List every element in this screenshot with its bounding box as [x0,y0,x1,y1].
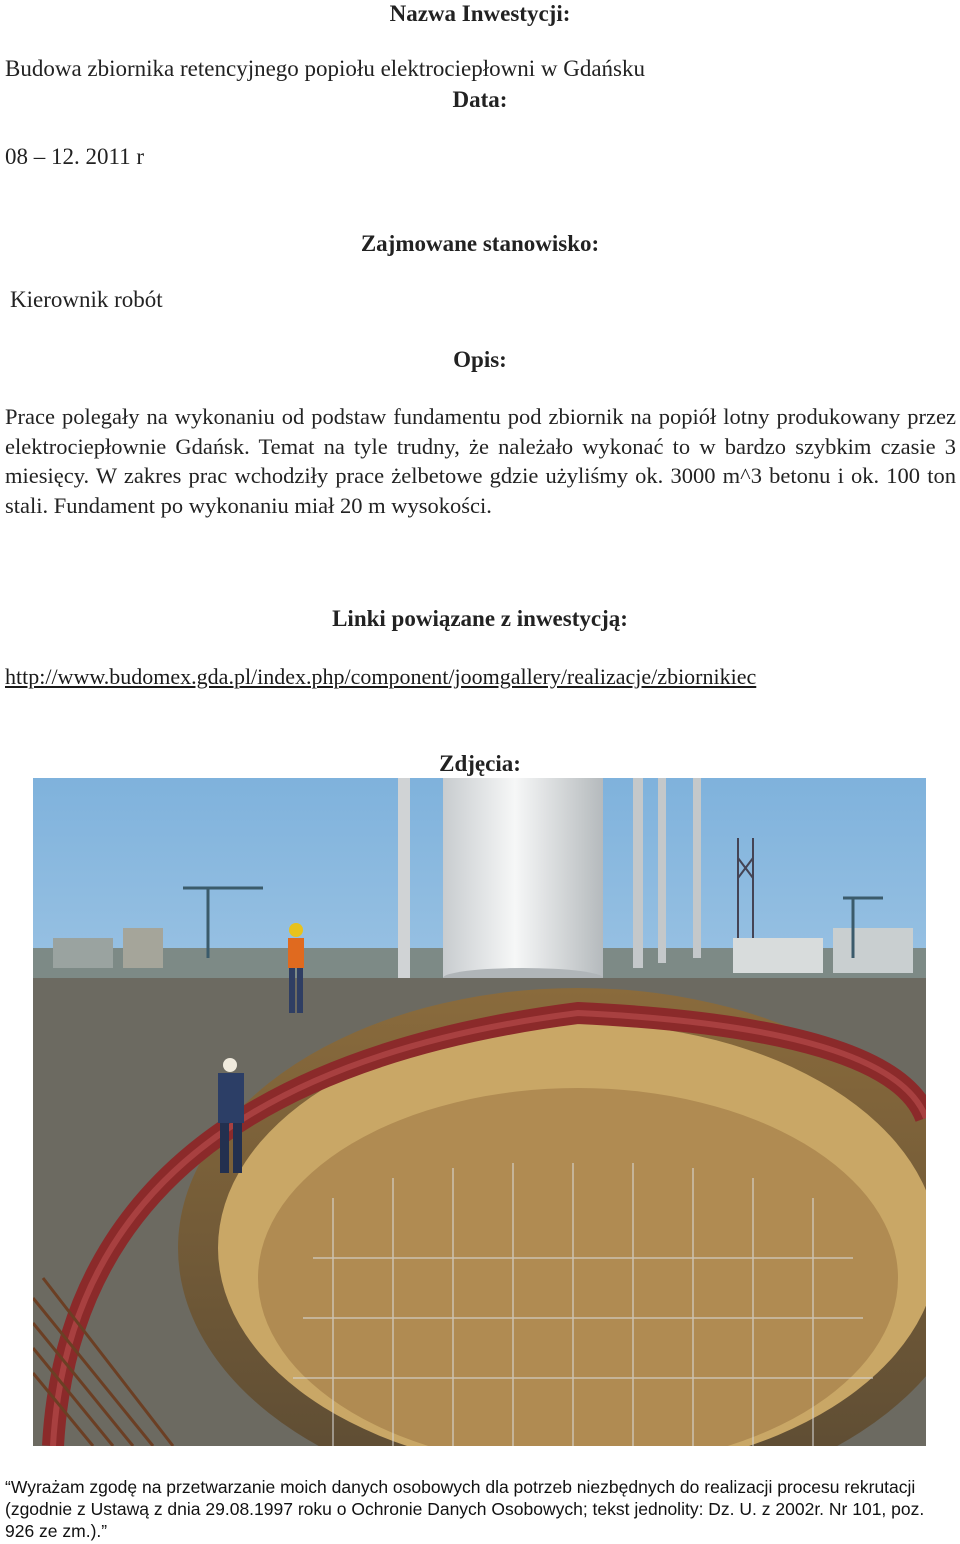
links-heading: Linki powiązane z inwestycją: [332,606,628,631]
investment-link[interactable]: http://www.budomex.gda.pl/index.php/component/joomgallery/realizacje/zbiornikiec [5,664,757,689]
consent-clause: “Wyrażam zgodę na przetwarzanie moich danych osobowych dla potrzeb niezbędnych do realizacji procesu rekrutacji (zgodnie z Ustawą z dnia 29.08.1997 roku o Ochronie Danych Osobowych; tekst jednolity: Dz. U. z 2002r. Nr 101, poz. 926 ze zm.).” [5,1477,925,1541]
investment-heading: Nazwa Inwestycji: [389,1,571,26]
description-heading: Opis: [453,347,507,372]
position-heading: Zajmowane stanowisko: [360,231,600,256]
construction-photo [33,778,926,1446]
photos-heading: Zdjęcia: [439,751,521,776]
date-value: 08 – 12. 2011 r [5,144,145,169]
position-value: Kierownik robót [10,287,163,312]
description-text: Prace polegały na wykonaniu od podstaw fundamentu pod zbiornik na popiół lotny produkowany przez elektrociepłownie Gdańsk. Temat na tyle trudny, że należało wykonać to w bardzo szybkim czasie 3 miesięcy. W zakres prac wchodziły prace żelbetowe gdzie użyliśmy ok. 3000 m^3 betonu i ok. 100 ton stali. Fundament po wykonaniu miał 20 m wysokości. [5,404,956,518]
date-heading: Data: [452,87,508,112]
investment-name: Budowa zbiornika retencyjnego popiołu elektrociepłowni w Gdańsku [5,56,646,81]
